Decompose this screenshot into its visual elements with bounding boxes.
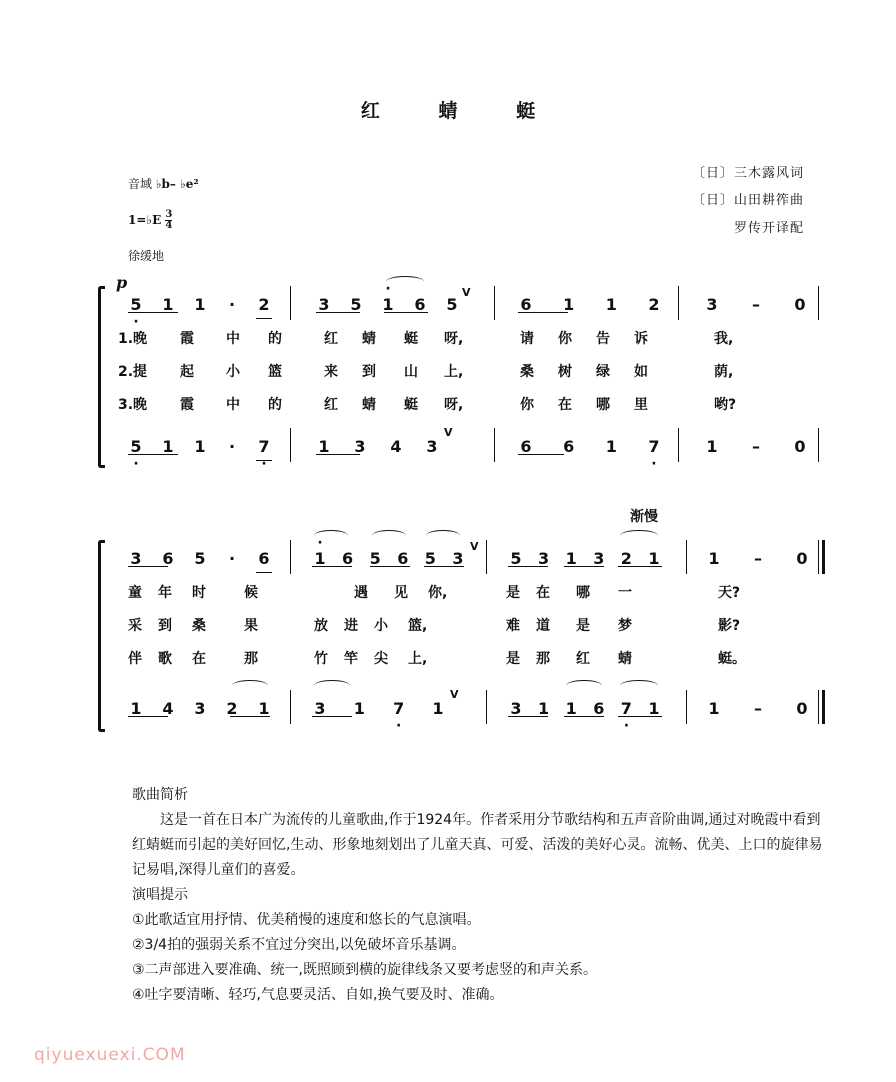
lyric-syllable: 到 bbox=[362, 364, 376, 380]
measure bbox=[314, 694, 444, 722]
tip-item: ③二声部进入要准确、统一,既照顾到横的旋律线条又要考虑竖的和声关系。 bbox=[132, 962, 597, 978]
lyric-syllable: 影? bbox=[718, 618, 741, 634]
score-system-1 bbox=[98, 286, 822, 466]
measure bbox=[706, 290, 806, 318]
note: · 1 bbox=[314, 549, 326, 568]
lyric-syllable: 那 bbox=[244, 651, 258, 667]
lyric-syllable: 里 bbox=[634, 397, 648, 413]
lyric-syllable: 一 bbox=[618, 585, 632, 601]
note: 6 bbox=[162, 548, 174, 568]
lyric-syllable: 果 bbox=[244, 618, 258, 634]
measure bbox=[318, 290, 458, 318]
breath-mark: V bbox=[444, 426, 453, 439]
note: 4 bbox=[162, 698, 174, 718]
vocal-range bbox=[128, 175, 199, 192]
lyric-syllable: 到 bbox=[158, 618, 172, 634]
range-label: 音域 bbox=[128, 177, 153, 191]
tips-heading: 演唱提示 bbox=[132, 887, 188, 903]
lyric-syllable: 天? bbox=[718, 585, 741, 601]
note: 1 bbox=[565, 548, 577, 568]
lyric-syllable: 见 bbox=[394, 585, 408, 601]
lyric-syllable: 哪 bbox=[596, 397, 610, 413]
note: 3 bbox=[354, 436, 366, 456]
lyric-syllable: 进 bbox=[344, 618, 358, 634]
lyric-syllable: 霞 bbox=[180, 331, 194, 347]
slur bbox=[232, 680, 268, 691]
beam bbox=[230, 716, 270, 717]
lyric-syllable: 是 bbox=[506, 585, 520, 601]
note: 1 bbox=[130, 698, 142, 718]
lyric-syllable: 山 bbox=[404, 364, 418, 380]
lyric-syllable: 来 bbox=[324, 364, 338, 380]
note: 1 bbox=[258, 698, 270, 718]
lyric-syllable: 歌 bbox=[158, 651, 172, 667]
beam bbox=[508, 716, 548, 717]
beam bbox=[128, 566, 168, 567]
note: 0 bbox=[794, 294, 806, 314]
barline bbox=[678, 428, 679, 462]
note: 6 bbox=[414, 294, 426, 314]
key-value: ♭E bbox=[146, 213, 162, 227]
lyric-syllable: 候 bbox=[244, 585, 258, 601]
note: 5 bbox=[369, 548, 381, 568]
lyric-syllable: 小 bbox=[226, 364, 240, 380]
lyric-syllable: 蜻 bbox=[362, 397, 376, 413]
note: – bbox=[752, 436, 760, 456]
lyric-syllable: 篮, bbox=[408, 618, 428, 634]
beam bbox=[518, 312, 568, 313]
melody-upper-voice bbox=[118, 286, 822, 318]
ritardando-marking: 渐慢 bbox=[630, 509, 658, 525]
system-bracket bbox=[98, 286, 105, 468]
barline bbox=[818, 286, 819, 320]
beam bbox=[128, 312, 178, 313]
barline bbox=[290, 540, 291, 574]
note: 1 bbox=[353, 698, 365, 718]
slur bbox=[314, 530, 348, 541]
beam bbox=[384, 312, 428, 313]
lyric-syllable: 的 bbox=[268, 397, 282, 413]
note: 1 bbox=[194, 294, 206, 314]
note: · 5 bbox=[130, 295, 142, 314]
note: 1 bbox=[708, 698, 720, 718]
beam bbox=[128, 716, 168, 717]
slur bbox=[314, 680, 350, 691]
barline bbox=[686, 540, 687, 574]
slur bbox=[620, 530, 658, 541]
composer-credit: 〔日〕山田耕筰曲 bbox=[691, 193, 804, 208]
tip-item: ①此歌适宜用抒情、优美稍慢的速度和悠长的气息演唱。 bbox=[132, 912, 481, 928]
measure bbox=[318, 432, 438, 460]
note: 1 bbox=[318, 436, 330, 456]
lyric-syllable: 时 bbox=[192, 585, 206, 601]
lyric-syllable: 梦 bbox=[618, 618, 632, 634]
note: 6 bbox=[520, 294, 532, 314]
lyric-verse-3 bbox=[118, 392, 822, 416]
barline bbox=[818, 428, 819, 462]
note: 1 bbox=[194, 436, 206, 456]
lyric-syllable: 呀, bbox=[444, 331, 464, 347]
note: 3 bbox=[593, 548, 605, 568]
beam bbox=[312, 716, 352, 717]
barline bbox=[678, 286, 679, 320]
dynamic-marking: p bbox=[116, 273, 128, 292]
note: 3 bbox=[510, 698, 522, 718]
lyric-syllable: 年 bbox=[158, 585, 172, 601]
note: – bbox=[754, 698, 762, 718]
note: 1 bbox=[605, 294, 617, 314]
barline bbox=[290, 690, 291, 724]
lyric-syllable: 遇 bbox=[354, 585, 368, 601]
measure bbox=[510, 544, 660, 572]
tip-item: ④吐字要清晰、轻巧,气息要灵活、自如,换气要及时、准确。 bbox=[132, 987, 504, 1003]
lyric-verse-2 bbox=[118, 359, 822, 383]
lyric-syllable: 我, bbox=[714, 331, 734, 347]
note: 1 bbox=[648, 698, 660, 718]
lyric-syllable: 竹 bbox=[314, 651, 328, 667]
beam bbox=[618, 566, 662, 567]
lyric-syllable: 桑 bbox=[192, 618, 206, 634]
lyric-syllable: 3.晚 bbox=[118, 397, 148, 413]
tip-item: ②3/4拍的强弱关系不宜过分突出,以免破坏音乐基调。 bbox=[132, 937, 466, 953]
lyric-syllable: 蜓 bbox=[404, 331, 418, 347]
lyric-syllable: 绿 bbox=[596, 364, 610, 380]
note: 1 bbox=[708, 548, 720, 568]
lyric-syllable: 上, bbox=[408, 651, 428, 667]
lyric-syllable: 蜓 bbox=[404, 397, 418, 413]
note: 1 bbox=[563, 294, 575, 314]
lyric-syllable: 篮 bbox=[268, 364, 282, 380]
lyric-syllable: 尖 bbox=[374, 651, 388, 667]
note: 1 bbox=[162, 294, 174, 314]
breath-mark: V bbox=[462, 286, 471, 299]
note: – bbox=[752, 294, 760, 314]
range-value: ♭b– ♭e² bbox=[155, 177, 199, 191]
breath-mark: V bbox=[450, 688, 459, 701]
lyric-syllable: 1.晚 bbox=[118, 331, 148, 347]
time-bottom: 4 bbox=[165, 220, 173, 231]
lyric-syllable: 的 bbox=[268, 331, 282, 347]
slur bbox=[620, 680, 658, 691]
lyric-syllable: 呀, bbox=[444, 397, 464, 413]
beam bbox=[316, 312, 360, 313]
note: 1 bbox=[706, 436, 718, 456]
note: · 7 bbox=[620, 699, 632, 718]
measure bbox=[706, 432, 806, 460]
melody-upper-voice bbox=[118, 540, 822, 572]
time-top: 3 bbox=[165, 209, 173, 220]
beam bbox=[316, 454, 360, 455]
barline bbox=[486, 690, 487, 724]
system-bracket bbox=[98, 540, 105, 732]
note: 1 bbox=[605, 436, 617, 456]
lyric-syllable: 那 bbox=[536, 651, 550, 667]
lyric-syllable: 难 bbox=[506, 618, 520, 634]
lyric-syllable: 霞 bbox=[180, 397, 194, 413]
note: 3 bbox=[318, 294, 330, 314]
measure bbox=[520, 432, 660, 460]
note: 5 bbox=[194, 548, 206, 568]
note: 2 bbox=[226, 698, 238, 718]
measure bbox=[510, 694, 660, 722]
beam bbox=[508, 566, 548, 567]
site-watermark: qiyuexuexi.COM bbox=[34, 1045, 186, 1065]
lyric-syllable: 上, bbox=[444, 364, 464, 380]
score-system-2 bbox=[98, 540, 822, 730]
song-analysis bbox=[132, 783, 832, 1008]
beam bbox=[518, 454, 564, 455]
note: 5 bbox=[350, 294, 362, 314]
barline bbox=[290, 428, 291, 462]
measure bbox=[130, 432, 270, 460]
note: 3 bbox=[130, 548, 142, 568]
lyric-syllable: 红 bbox=[324, 397, 338, 413]
time-signature bbox=[165, 210, 172, 231]
beam bbox=[312, 566, 352, 567]
note: 1 bbox=[432, 698, 444, 718]
note: 3 bbox=[194, 698, 206, 718]
key-label: 1= bbox=[128, 213, 147, 227]
note: 6 bbox=[342, 548, 354, 568]
lyric-syllable: 蜻 bbox=[618, 651, 632, 667]
lyric-syllable: 蜓。 bbox=[718, 651, 746, 667]
lyric-syllable: 你 bbox=[558, 331, 572, 347]
lyricist-credit: 〔日〕三木露风词 bbox=[691, 166, 804, 181]
note: 2 bbox=[620, 548, 632, 568]
lyric-syllable: 道 bbox=[536, 618, 550, 634]
song-title: 红 蜻 蜓 bbox=[360, 100, 562, 122]
lyric-syllable: 中 bbox=[226, 397, 240, 413]
lyric-syllable: 小 bbox=[374, 618, 388, 634]
note: 0 bbox=[796, 698, 808, 718]
note: · bbox=[228, 548, 236, 568]
note: 6 bbox=[397, 548, 409, 568]
beam bbox=[564, 566, 604, 567]
measure bbox=[520, 290, 660, 318]
note: 0 bbox=[796, 548, 808, 568]
note: 1 bbox=[538, 698, 550, 718]
final-barline bbox=[818, 690, 825, 724]
key-signature bbox=[128, 210, 172, 231]
lyric-syllable: 中 bbox=[226, 331, 240, 347]
barline bbox=[486, 540, 487, 574]
note: · bbox=[228, 436, 236, 456]
beam bbox=[370, 566, 410, 567]
note: · 7 bbox=[258, 437, 270, 456]
lyric-syllable: 告 bbox=[596, 331, 610, 347]
measure bbox=[708, 694, 808, 722]
lyric-syllable: 如 bbox=[634, 364, 648, 380]
lyric-syllable: 红 bbox=[576, 651, 590, 667]
lyric-syllable: 采 bbox=[128, 618, 142, 634]
breath-mark: V bbox=[470, 540, 479, 553]
analysis-body: 这是一首在日本广为流传的儿童歌曲,作于1924年。作者采用分节歌结构和五声音阶曲调,通过对晚霞中看到红蜻蜓而引起的美好回忆,生动、形象地刻划出了儿童天真、可爱、活泼的美好心灵。流畅、优美、上口的旋律易记易唱,深得儿童们的喜爱。 bbox=[132, 812, 823, 878]
note: · 7 bbox=[393, 699, 405, 718]
note: 6 bbox=[520, 436, 532, 456]
melody-lower-voice bbox=[118, 426, 822, 460]
lyric-syllable: 树 bbox=[558, 364, 572, 380]
note: 5 bbox=[510, 548, 522, 568]
lyric-syllable: 在 bbox=[192, 651, 206, 667]
lyric-syllable: 荫, bbox=[714, 364, 734, 380]
note: 0 bbox=[794, 436, 806, 456]
lyric-syllable: 请 bbox=[520, 331, 534, 347]
slur bbox=[566, 680, 602, 691]
note: 3 bbox=[706, 294, 718, 314]
note: 4 bbox=[390, 436, 402, 456]
lyric-syllable: 红 bbox=[324, 331, 338, 347]
lyric-syllable: 在 bbox=[536, 585, 550, 601]
measure bbox=[130, 290, 270, 318]
barline bbox=[494, 286, 495, 320]
arranger-credit: 罗传开译配 bbox=[733, 221, 804, 236]
note: · bbox=[228, 294, 236, 314]
lyric-syllable: 放 bbox=[314, 618, 328, 634]
lyric-syllable: 起 bbox=[180, 364, 194, 380]
beam bbox=[424, 566, 464, 567]
note: · 1 bbox=[382, 295, 394, 314]
note: – bbox=[754, 548, 762, 568]
analysis-heading: 歌曲简析 bbox=[132, 787, 188, 803]
lyric-syllable: 是 bbox=[506, 651, 520, 667]
beam bbox=[618, 716, 662, 717]
note: · 7 bbox=[648, 437, 660, 456]
lyric-syllable: 桑 bbox=[520, 364, 534, 380]
lyric-verse-2 bbox=[118, 613, 822, 637]
note: 1 bbox=[565, 698, 577, 718]
beam bbox=[128, 454, 178, 455]
lyric-syllable: 是 bbox=[576, 618, 590, 634]
lyric-syllable: 2.提 bbox=[118, 364, 148, 380]
measure bbox=[708, 544, 808, 572]
lyric-syllable: 童 bbox=[128, 585, 142, 601]
note: 6 bbox=[258, 548, 270, 568]
note: 3 bbox=[452, 548, 464, 568]
measure bbox=[314, 544, 464, 572]
lyric-syllable: 竿 bbox=[344, 651, 358, 667]
slur bbox=[426, 530, 460, 541]
slur bbox=[372, 530, 406, 541]
lyric-verse-3 bbox=[118, 646, 822, 670]
lyric-syllable: 伴 bbox=[128, 651, 142, 667]
tempo-marking: 徐缓地 bbox=[128, 249, 165, 263]
note: · 5 bbox=[130, 437, 142, 456]
note: 5 bbox=[446, 294, 458, 314]
slur bbox=[386, 276, 424, 287]
final-barline bbox=[818, 540, 825, 574]
beam bbox=[564, 716, 604, 717]
lyric-syllable: 哪 bbox=[576, 585, 590, 601]
barline bbox=[494, 428, 495, 462]
lyric-syllable: 你, bbox=[428, 585, 448, 601]
note: 6 bbox=[563, 436, 575, 456]
note: 3 bbox=[314, 698, 326, 718]
note: 6 bbox=[593, 698, 605, 718]
lyric-syllable: 哟? bbox=[714, 397, 737, 413]
lyric-verse-1 bbox=[118, 326, 822, 350]
measure bbox=[130, 544, 270, 572]
note: 5 bbox=[424, 548, 436, 568]
melody-lower-voice bbox=[118, 688, 822, 722]
lyric-syllable: 蜻 bbox=[362, 331, 376, 347]
lyric-syllable: 在 bbox=[558, 397, 572, 413]
note: 3 bbox=[426, 436, 438, 456]
lyric-verse-1 bbox=[118, 580, 822, 604]
barline bbox=[290, 286, 291, 320]
note: 2 bbox=[648, 294, 660, 314]
lyric-syllable: 你 bbox=[520, 397, 534, 413]
note: 1 bbox=[162, 436, 174, 456]
note: 2 bbox=[258, 294, 270, 314]
note: 1 bbox=[648, 548, 660, 568]
lyric-syllable: 诉 bbox=[634, 331, 648, 347]
note: 3 bbox=[538, 548, 550, 568]
measure bbox=[130, 694, 270, 722]
barline bbox=[686, 690, 687, 724]
